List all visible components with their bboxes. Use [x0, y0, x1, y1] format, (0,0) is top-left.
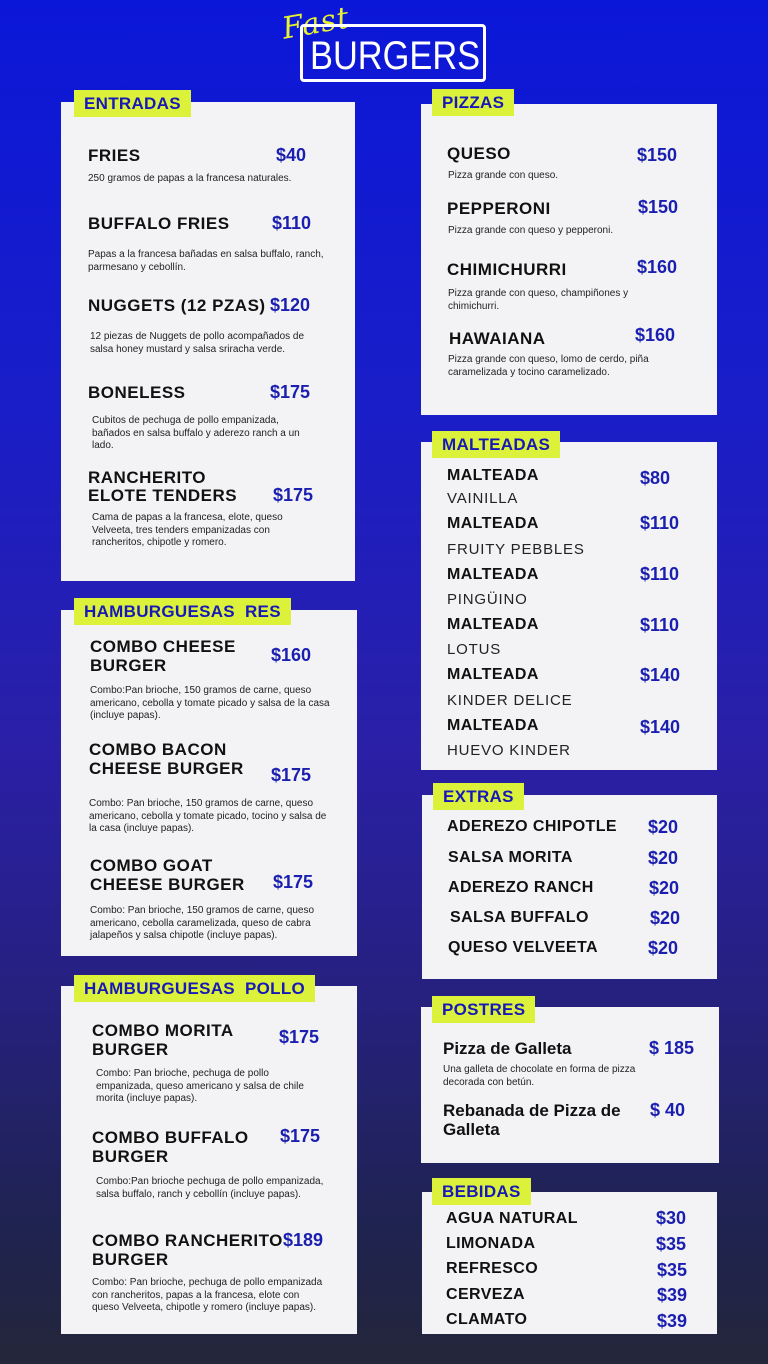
item-price: $20: [649, 878, 680, 898]
item-price: $160: [635, 325, 676, 345]
item-description: Combo: Pan brioche, 150 gramos de carne, queso americano, cebolla caramelizada, queso de cabra jalapeños y salsa chipotle (incluye papas).: [90, 905, 315, 941]
item-price: $160: [637, 257, 678, 277]
item-price: $175: [273, 485, 314, 505]
item-description: Cubitos de pechuga de pollo empanizada, bañados en salsa buffalo y aderezo ranch a un lado.: [92, 415, 300, 451]
item-name: Pizza de Galleta: [443, 1039, 572, 1058]
item-description: Combo: Pan brioche, 150 gramos de carne, queso americano, cebolla y tomate picado, tocino y salsa de la casa (incluye papas).: [89, 798, 327, 834]
item-name: MALTEADA: [447, 616, 539, 633]
item-price: $175: [270, 382, 311, 402]
item-price: $150: [637, 145, 678, 165]
item-price: $110: [640, 564, 680, 584]
item-price: $110: [272, 213, 312, 233]
item-price: $39: [657, 1285, 688, 1305]
item-name: RANCHERITO: [88, 468, 207, 487]
item-price: $120: [270, 295, 311, 315]
hamburguesas-res-heading: HAMBURGUESAS RES: [74, 598, 291, 625]
item-price: $35: [656, 1234, 687, 1254]
item-name: CLAMATO: [446, 1311, 528, 1328]
item-name: ADEREZO CHIPOTLE: [447, 818, 617, 835]
item-price: $175: [279, 1027, 320, 1047]
item-price: $175: [273, 872, 314, 892]
item-price: $160: [271, 645, 312, 665]
item-flavor: HUEVO KINDER: [447, 742, 571, 759]
item-price: $175: [280, 1126, 321, 1146]
item-name: FRIES: [88, 146, 141, 165]
item-name-line2: CHEESE BURGER: [89, 759, 244, 778]
item-name: SALSA BUFFALO: [450, 909, 589, 926]
item-description: 12 piezas de Nuggets de pollo acompañados de salsa honey mustard y salsa sriracha verde.: [90, 331, 305, 355]
item-name: SALSA MORITA: [448, 849, 573, 866]
item-name: ADEREZO RANCH: [448, 879, 594, 896]
item-flavor: VAINILLA: [447, 490, 519, 507]
item-description: Pizza grande con queso.: [448, 170, 559, 181]
logo-burgers-text: BURGERS: [310, 34, 481, 78]
item-description: Combo:Pan brioche, 150 gramos de carne, queso americano, cebolla y tomate picado y salsa de la casa (incluye papas).: [90, 685, 330, 721]
item-name: HAWAIANA: [449, 329, 546, 348]
item-name: CHIMICHURRI: [447, 260, 567, 279]
item-name: NUGGETS (12 PZAS): [88, 296, 266, 315]
item-name: COMBO CHEESE: [90, 637, 236, 656]
item-description: Combo:Pan brioche pechuga de pollo empanizada, salsa buffalo, ranch y cebollín (incluye papas).: [96, 1176, 324, 1200]
item-name: COMBO BACON: [89, 740, 227, 759]
item-flavor: FRUITY PEBBLES: [447, 541, 585, 558]
postres-heading: POSTRES: [432, 996, 535, 1023]
item-price: $175: [271, 765, 312, 785]
item-description: Pizza grande con queso y pepperoni.: [448, 225, 614, 236]
item-price: $20: [648, 817, 679, 837]
item-price: $20: [650, 908, 681, 928]
item-name: COMBO GOAT: [90, 856, 213, 875]
item-price: $39: [657, 1311, 688, 1331]
item-name: AGUA NATURAL: [446, 1210, 578, 1227]
item-name-line2: Galleta: [443, 1120, 500, 1139]
item-price: $30: [656, 1208, 687, 1228]
item-name-line2: BURGER: [92, 1147, 169, 1166]
item-name: MALTEADA: [447, 566, 539, 583]
entradas-heading: ENTRADAS: [74, 90, 191, 117]
item-price: $140: [640, 717, 681, 737]
item-price: $20: [648, 938, 679, 958]
item-description: Combo: Pan brioche, pechuga de pollo empanizada, queso americano y salsa de chile morita (incluye papas).: [96, 1068, 304, 1104]
item-name: MALTEADA: [447, 515, 539, 532]
pizzas-heading: PIZZAS: [432, 89, 514, 116]
item-name: MALTEADA: [447, 666, 539, 683]
item-name: QUESO VELVEETA: [448, 939, 598, 956]
item-name: MALTEADA: [447, 717, 539, 734]
item-name-line2: CHEESE BURGER: [90, 875, 245, 894]
item-price: $ 185: [649, 1038, 695, 1058]
item-name: PEPPERONI: [447, 199, 551, 218]
item-price: $20: [648, 848, 679, 868]
item-description: Pizza grande con queso, lomo de cerdo, piña caramelizada y tocino caramelizado.: [448, 354, 649, 378]
item-name: BONELESS: [88, 383, 186, 402]
item-name-line2: BURGER: [92, 1040, 169, 1059]
logo-fast-text: Fast: [279, 0, 353, 47]
item-name: COMBO RANCHERITO: [92, 1231, 283, 1250]
item-description: Una galleta de chocolate en forma de pizza decorada con betún.: [443, 1064, 636, 1088]
item-price: $189: [283, 1230, 324, 1250]
hamburguesas-pollo-heading: HAMBURGUESAS POLLO: [74, 975, 315, 1002]
item-price: $110: [640, 513, 680, 533]
fast-burgers-logo: [279, 0, 490, 80]
item-name: QUESO: [447, 144, 511, 163]
item-name-line2: BURGER: [90, 656, 167, 675]
item-name: COMBO MORITA: [92, 1021, 234, 1040]
item-price: $40: [276, 145, 307, 165]
item-price: $80: [640, 468, 671, 488]
item-flavor: PINGÜINO: [447, 591, 528, 608]
item-flavor: KINDER DELICE: [447, 692, 573, 709]
item-price: $ 40: [650, 1100, 686, 1120]
item-description: 250 gramos de papas a la francesa naturales.: [88, 173, 292, 184]
item-name: Rebanada de Pizza de: [443, 1101, 621, 1120]
item-description: Combo: Pan brioche, pechuga de pollo empanizada con rancheritos, papas a la francesa, elote con queso Velveeta, chipotle y romero (incluye papas).: [92, 1277, 323, 1313]
item-name: CERVEZA: [446, 1286, 525, 1303]
malteadas-heading: MALTEADAS: [432, 431, 560, 458]
item-description: Pizza grande con queso, champiñones y chimichurri.: [448, 288, 629, 312]
item-name: LIMONADA: [446, 1235, 536, 1252]
bebidas-heading: BEBIDAS: [432, 1178, 531, 1205]
item-flavor: LOTUS: [447, 641, 502, 658]
item-price: $150: [638, 197, 679, 217]
item-name: BUFFALO FRIES: [88, 214, 230, 233]
item-name: REFRESCO: [446, 1260, 539, 1277]
item-name: MALTEADA: [447, 467, 539, 484]
item-description: Papas a la francesa bañadas en salsa buffalo, ranch, parmesano y cebollín.: [88, 249, 324, 273]
item-name-line2: ELOTE TENDERS: [88, 486, 238, 505]
item-price: $140: [640, 665, 681, 685]
extras-heading: EXTRAS: [433, 783, 524, 810]
item-name: COMBO BUFFALO: [92, 1128, 249, 1147]
item-name-line2: BURGER: [92, 1250, 169, 1269]
item-price: $110: [640, 615, 680, 635]
item-price: $35: [657, 1260, 688, 1280]
item-description: Cama de papas a la francesa, elote, queso Velveeta, tres tenders empanizadas con rancheritos, chipotle y romero.: [92, 512, 283, 548]
